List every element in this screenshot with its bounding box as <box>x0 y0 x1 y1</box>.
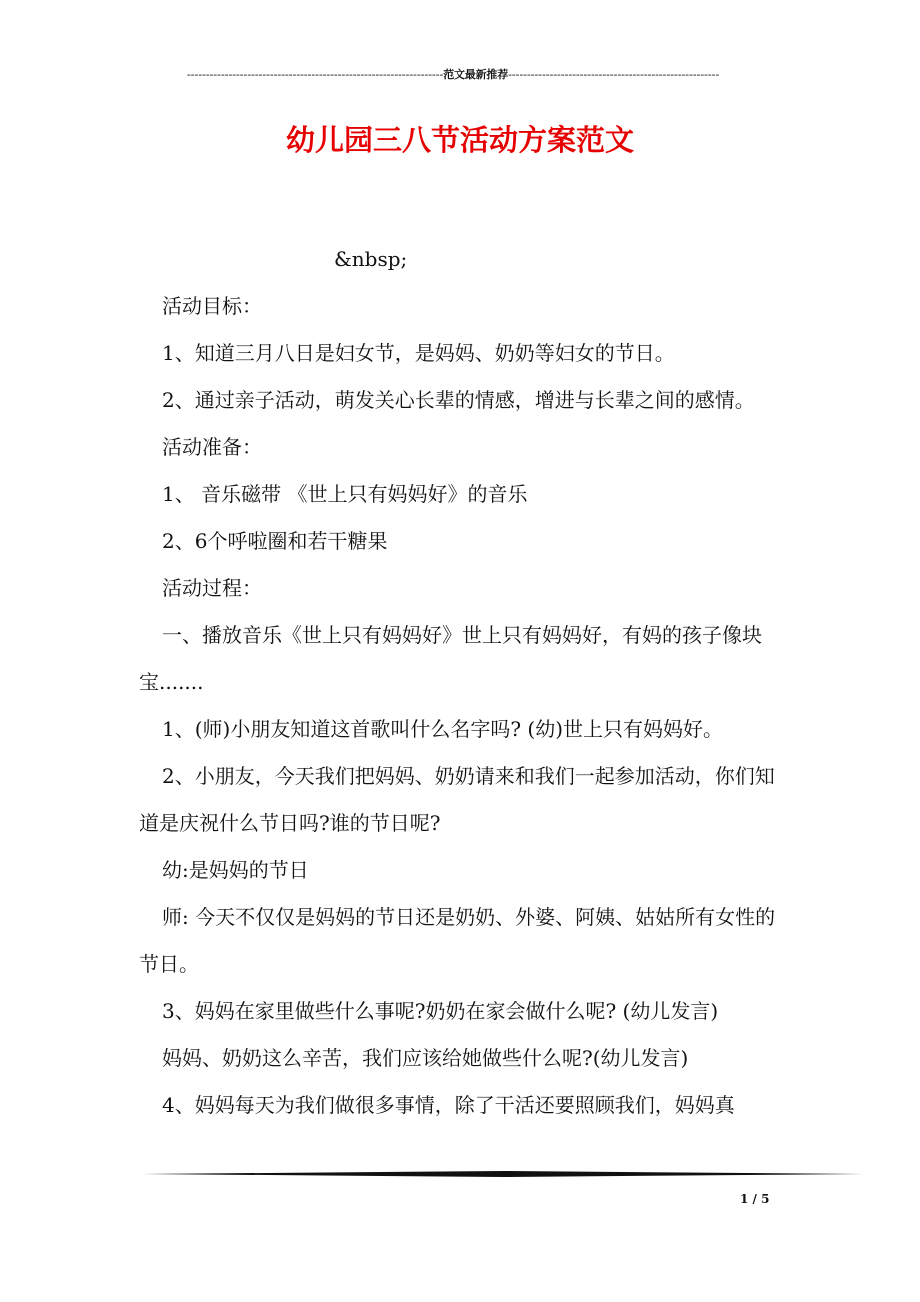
section-heading-preparation: 活动准备： <box>162 435 262 459</box>
paragraph: 1、知道三月八日是妇女节，是妈妈、奶奶等妇女的节日。 <box>162 341 675 365</box>
paragraph: 2、通过亲子活动，萌发关心长辈的情感，增进与长辈之间的感情。 <box>162 388 755 412</box>
header-dashes-left: -------------------------------------------------------------------- <box>186 68 444 81</box>
paragraph: 4、妈妈每天为我们做很多事情，除了干活还要照顾我们，妈妈真 <box>162 1093 735 1117</box>
paragraph: 一、播放音乐《世上只有妈妈好》世上只有妈妈好，有妈的孩子像块宝....... <box>139 623 762 694</box>
page-number: 1 / 5 <box>740 1192 770 1206</box>
paragraph: 3、妈妈在家里做些什么事呢?奶奶在家会做什么呢? (幼儿发言) <box>162 999 719 1023</box>
paragraph: 1、 音乐磁带 《世上只有妈妈好》的音乐 <box>162 482 528 506</box>
section-heading-goals: 活动目标： <box>162 294 262 318</box>
paragraph: 2、6个呼啦圈和若干糖果 <box>162 529 388 553</box>
paragraph: 幼:是妈妈的节日 <box>162 858 309 882</box>
paragraph: 2、小朋友，今天我们把妈妈、奶奶请来和我们一起参加活动，你们知道是庆祝什么节日吗?谁的节日呢? <box>139 764 775 835</box>
paragraph: 师: 今天不仅仅是妈妈的节日还是奶奶、外婆、阿姨、姑姑所有女性的节日。 <box>139 905 776 976</box>
paragraph: 1、(师)小朋友知道这首歌叫什么名字吗? (幼)世上只有妈妈好。 <box>162 717 724 741</box>
footer-rule <box>142 1171 864 1177</box>
paragraph: 妈妈、奶奶这么辛苦，我们应该给她做些什么呢?(幼儿发言) <box>162 1046 689 1070</box>
header-label: 范文最新推荐 <box>443 68 509 81</box>
document-body <box>139 236 784 1129</box>
nbsp-artifact: &nbsp; <box>334 247 408 271</box>
header-dashes-right: -------------------------------------------------------- <box>508 68 720 81</box>
document-title: 幼儿园三八节活动方案范文 <box>285 123 634 157</box>
section-heading-process: 活动过程： <box>162 576 262 600</box>
page-header <box>139 68 767 82</box>
